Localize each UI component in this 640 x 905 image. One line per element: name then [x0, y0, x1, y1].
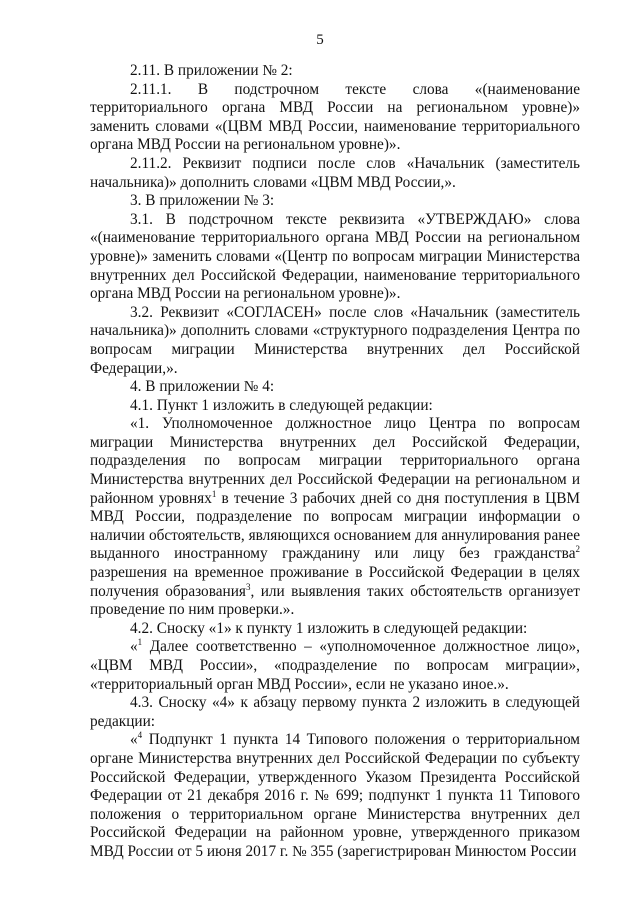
paragraph: 2.11.2. Реквизит подписи после слов «Начальник (заместитель начальника)» дополнить словами «ЦВМ МВД России,».	[90, 154, 580, 191]
footnote-marker: 4	[137, 730, 143, 741]
document-body	[90, 62, 580, 862]
paragraph: 3. В приложении № 3:	[130, 192, 275, 210]
text-run: , или выявления таких обстоятельств организует проведение по ним проверки.».	[90, 582, 580, 619]
paragraph-footnote-1	[90, 638, 580, 694]
paragraph: 4.3. Сноску «4» к абзацу первому пункта 2 изложить в следующей редакции:	[90, 694, 580, 730]
paragraph: 3.2. Реквизит «СОГЛАСЕН» после слов «Начальник (заместитель начальника)» дополнить словами «структурного подразделения Центра по вопросам миграции Министерства внутренних дел Российской Федерации,».	[90, 303, 580, 377]
text-run: Далее соответственно – «уполномоченное должностное лицо», «ЦВМ МВД России», «подразделение по вопросам миграции», «территориальный орган МВД России», если не указано иное.».	[90, 638, 580, 693]
paragraph: 2.11.1. В подстрочном тексте слова «(наименование территориального органа МВД России на региональном уровне)» заменить словами «(ЦВМ МВД России, наименование территориального органа МВД России на региональном уровне)».	[90, 80, 580, 154]
text-run: в течение 3 рабочих дней со дня поступления в ЦВМ МВД России, подразделение по вопросам миграции информации о наличии обстоятельств, являющихся основанием для аннулирования ранее выданного иностранному гражданину или лицу без гражданства	[90, 489, 581, 563]
footnote-ref-2: 2	[575, 544, 580, 555]
paragraph: 4. В приложении № 4:	[130, 378, 275, 396]
footnote-ref-1: 1	[211, 488, 217, 499]
paragraph: 4.2. Сноску «1» к пункту 1 изложить в следующей редакции:	[130, 619, 528, 637]
paragraph: 2.11. В приложении № 2:	[130, 62, 293, 79]
paragraph-new-point-1	[90, 415, 580, 620]
footnote-marker: 1	[137, 637, 143, 648]
text-run: «	[130, 638, 138, 656]
paragraph: 4.1. Пункт 1 изложить в следующей редакции:	[130, 396, 433, 414]
paragraph: 3.1. В подстрочном тексте реквизита «УТВЕРЖДАЮ» слова «(наименование территориального органа МВД России на региональном уровне)» заменить словами «(Центр по вопросам миграции Министерства внутренних дел Российской Федерации, наименование территориального органа МВД России на региональном уровне)».	[90, 210, 580, 303]
text-run: «	[130, 731, 138, 749]
page-number: 5	[316, 32, 324, 48]
text-run: «1. Уполномоченное должностное лицо Центра по вопросам миграции Министерства внутренних дел Российской Федерации, подразделения по вопросам миграции территориального органа Министерства внутренних дел Российской Федерации на региональном и районном уровнях	[90, 415, 580, 507]
text-run: Подпункт 1 пункта 14 Типового положения о территориальном органе Министерства внутренних дел Российской Федерации по субъекту Российской Федерации, утвержденного Указом Президента Российской Федерации от 21 декабря 2016 г. № 699; подпункт 1 пункта 11 Типового положения о территориальном органе Министерства внутренних дел Российской Федерации на районном уровне, утвержденного приказом МВД России от 5 июня 2017 г. № 355 (зарегистрирован Минюстом России	[90, 731, 580, 860]
paragraph-footnote-4	[90, 731, 580, 861]
text-run: разрешения на временное проживание в Российской Федерации в целях получения образования	[90, 564, 580, 600]
footnote-ref-3: 3	[245, 581, 251, 592]
